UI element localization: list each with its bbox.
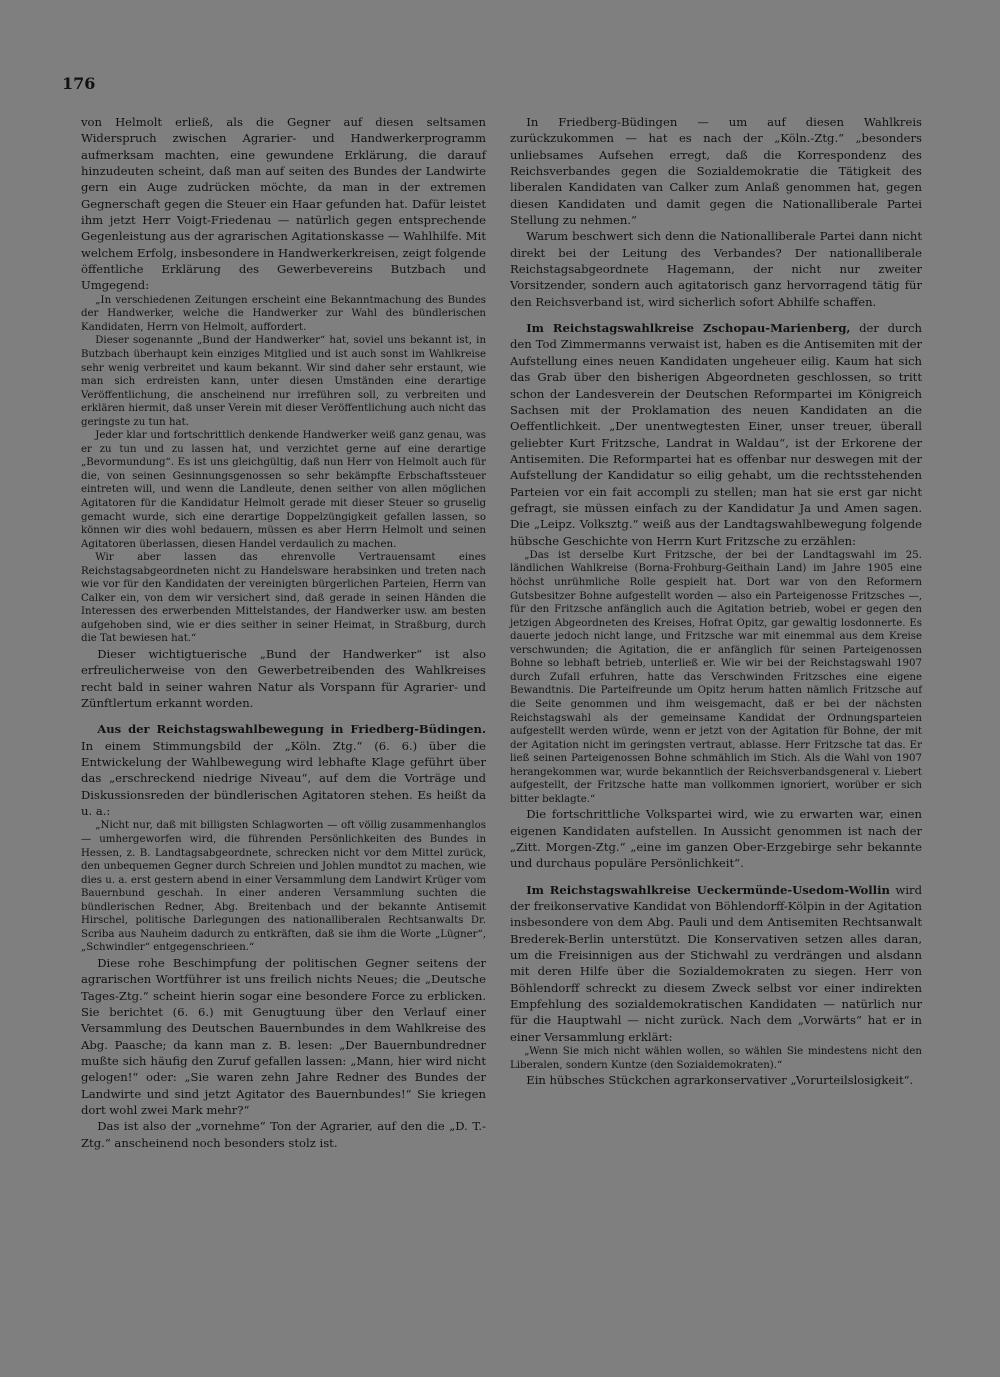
section-paragraph: [510, 320, 922, 549]
section-paragraph: [81, 721, 486, 819]
right-column: [510, 114, 922, 1089]
left-column: [81, 114, 486, 1151]
section-heading: Im Reichstagswahlkreise Ueckermünde-Usedom-Wollin: [526, 882, 890, 897]
section-paragraph: [510, 882, 922, 1045]
page-number: 176: [62, 74, 96, 93]
quote-paragraph: „Wenn Sie mich nicht wählen wollen, so wählen Sie mindestens nicht den Liberalen, sondern Kuntze (den Sozialdemokraten).“: [510, 1046, 922, 1071]
paragraph: Diese rohe Beschimpfung der politischen Gegner seitens der agrarischen Wortführer ist uns freilich nichts Neues; die „Deutsche Tages-Ztg.“ scheint hierin sogar eine besondere Force zu erblicken. Sie berichtet (6. 6.) mit Genugtuung über den Verlauf einer Versammlung des Deutschen Bauernbundes in dem Wahlkreise des Abg. Paasche; da kann man z. B. lesen: „Der Bauernbundredner mußte sich häufig den Zuruf gefallen lassen: „Mann, hier wird nicht gelogen!“ oder: „Sie waren zehn Jahre Redner des Bundes der Landwirte und sind jetzt Agitator des Bauernbundes!“ Sie kriegen dort wohl zwei Mark mehr?“: [81, 955, 486, 1117]
quote-paragraph: „Das ist derselbe Kurt Fritzsche, der bei der Landtagswahl im 25. ländlichen Wahlkreise (Borna-Frohburg-Geithain Land) im Jahre 1905 eine höchst unrühmliche Rolle gespielt hat. Dort war von den Reformern Gutsbesitzer Bohne aufgestellt worden — also ein Parteigenosse Fritzsches —, für den Fritzsche anfänglich auch die Agitation betrieb, wobei er gegen den jetzigen Abgeordneten des Kreises, Hofrat Opitz, gar gewaltig losdonnerte. Es dauerte jedoch nicht lange, und Fritzsche war mit einemmal aus dem Kreise verschwunden; die Agitation, die er anfänglich für seinen Parteigenossen Bohne so lebhaft betrieb, unterließ er. Wie wir bei der Reichstagswahl 1907 durch Zufall erfuhren, hatte das Verschwinden Fritzsches eine eigene Bewandtnis. Die Parteifreunde um Opitz herum hatten nämlich Fritzsche auf die Seite genommen und ihm weisgemacht, daß er bei der nächsten Reichstagswahl als der gemeinsame Kandidat der Ordnungsparteien aufgestellt werden würde, wenn er jetzt von der Agitation für Bohne, der mit der Agitation nicht im geringsten vertraut, ablasse. Herr Fritzsche tat das. Er ließ seinen Parteigenossen Bohne schmählich im Stich. Als die Wahl von 1907 herangekommen war, wurde bekanntlich der Reichsverbandsgeneral v. Liebert aufgestellt, der Fritzsche hatte man vollkommen ignoriert, worüber er sich bitter beklagte.“: [510, 549, 922, 805]
quote-paragraph: Wir aber lassen das ehrenvolle Vertrauensamt eines Reichstagsabgeordneten nicht zu Handelsware herabsinken und treten nach wie vor für den Kandidaten der vereinigten bürgerlichen Parteien, Herrn van Calker ein, von dem wir versichert sind, daß gerade in seinen Händen die Interessen des erwerbenden Mittelstandes, der Handwerker usw. am besten aufgehoben sind, wie er dies seither in seiner Heimat, in Straßburg, durch die Tat bewiesen hat.“: [81, 552, 486, 645]
quote-paragraph: „Nicht nur, daß mit billigsten Schlagworten — oft völlig zusammenhanglos — umhergeworfen wird, die führenden Persönlichkeiten des Bundes in Hessen, z. B. Landtagsabgeordnete, schrecken nicht vor dem Mittel zurück, den unbequemen Gegner durch Schreien und Johlen mundtot zu machen, wie dies u. a. erst gestern abend in einer Versammlung dem Landwirt Krüger vom Bauernbund geschah. In einer anderen Versammlung suchten die bündlerischen Redner, Abg. Breitenbach und der bekannte Antisemit Hirschel, politische Darlegungen des nationalliberalen Rechtsanwalts Dr. Scriba aus Nauheim dadurch zu entkräften, daß sie ihm die Worte „Lügner“, „Schwindler“ entgegenschrieen.“: [81, 820, 486, 954]
paragraph: Warum beschwert sich denn die Nationalliberale Partei dann nicht direkt bei der Leitung des Verbandes? Der nationalliberale Reichstagsabgeordnete Hagemann, der nicht nur zweiter Vorsitzender, sondern auch agitatorisch ganz hervorragend tätig für den Reichsverband ist, wird sicherlich sofort Abhilfe schaffen.: [510, 229, 922, 309]
paragraph: In Friedberg-Büdingen — um auf diesen Wahlkreis zurückzukommen — hat es nach der „Köln.-Ztg.“ „besonders unliebsames Aufsehen erregt, daß die Korrespondenz des Reichsverbandes gegen die Sozialdemokratie die Tätigkeit des liberalen Kandidaten van Calker zum Anlaß genommen hat, gegen diesen Kandidaten und damit gegen die Nationalliberale Partei Stellung zu nehmen.“: [510, 115, 922, 228]
section-heading: Im Reichstagswahlkreise Zschopau-Marienberg,: [526, 321, 851, 336]
section-heading: Aus der Reichstagswahlbewegung in Friedberg-Büdingen.: [97, 722, 486, 737]
paragraph: Dieser wichtigtuerische „Bund der Handwerker“ ist also erfreulicherweise von den Gewerbetreibenden des Wahlkreises recht bald in seiner wahren Natur als Vorspann für Agrarier- und Zünftlertum erkannt worden.: [81, 647, 486, 711]
quote-paragraph: „In verschiedenen Zeitungen erscheint eine Bekanntmachung des Bundes der Handwerker, welche die Handwerker zur Wahl des bündlerischen Kandidaten, Herrn von Helmolt, auffordert.: [81, 294, 486, 333]
paragraph: von Helmolt erließ, als die Gegner auf diesen seltsamen Widerspruch zwischen Agrarier- und Handwerkerprogramm aufmerksam machten, eine gewundene Erklärung, die darauf hinzudeuten scheint, daß man auf seiten des Bundes der Landwirte gern ein Auge zudrücken möchte, da man in der extremen Gegnerschaft gegen die Steuer ein Haar gefunden hat. Dafür leistet ihm jetzt Herr Voigt-Friedenau — natürlich gegen entsprechende Gegenleistung aus der agrarischen Agitationskasse — Wahlhilfe. Mit welchem Erfolg, insbesondere in Handwerkerkreisen, zeigt folgende öffentliche Erklärung des Gewerbevereins Butzbach und Umgegend:: [81, 115, 486, 293]
quote-paragraph: Dieser sogenannte „Bund der Handwerker“ hat, soviel uns bekannt ist, in Butzbach überhaupt kein einziges Mitglied und ist auch sonst im Wahlkreise sehr wenig verbreitet und kaum bekannt. Wir sind daher sehr erstaunt, wie man sich erdreisten kann, unter diesen Umständen eine derartige Veröffentlichung, die anscheinend nur irreführen soll, zu verbreiten und erklären hiermit, daß unser Verein mit dieser Veröffentlichung auch nicht das geringste zu tun hat.: [81, 335, 486, 428]
paragraph: Die fortschrittliche Volkspartei wird, wie zu erwarten war, einen eigenen Kandidaten aufstellen. In Aussicht genommen ist nach der „Zitt. Morgen-Ztg.“ „eine im ganzen Ober-Erzgebirge sehr bekannte und durchaus populäre Persönlichkeit“.: [510, 807, 922, 871]
quote-paragraph: Jeder klar und fortschrittlich denkende Handwerker weiß ganz genau, was er zu tun und zu lassen hat, und verzichtet gerne auf eine derartige „Bevormundung“. Es ist uns gleichgültig, daß nun Herr von Helmolt auch für die, von seinen Gesinnungsgenossen so sehr bekämpfte Erbschaftssteuer eintreten will, und wenn die Landleute, denen seither von allen möglichen Agitatoren für die Kandidatur Helmolt gerade mit dieser Steuer so gruselig gemacht wurde, sich eine derartige Doppelzüngigkeit gefallen lassen, so können wir dies wohl bedauern, müssen es aber Herrn Helmolt und seinen Agitatoren überlassen, diesen Handel verdaulich zu machen.: [81, 430, 486, 550]
section-text: In einem Stimmungsbild der „Köln. Ztg.“ (6. 6.) über die Entwickelung der Wahlbewegung wird lebhafte Klage geführt über das „erschreckend niedrige Niveau“, auf dem die Vorträge und Diskussionsreden der bündlerischen Agitatoren stehen. Es heißt da u. a.:: [81, 738, 486, 819]
section-text: wird der freikonservative Kandidat von Böhlendorff-Kölpin in der Agitation insbesondere von dem Abg. Pauli und dem Antisemiten Rechtsanwalt Brederek-Berlin unterstützt. Die Konservativen setzen alles daran, um die Freisinnigen aus der Stichwahl zu verdrängen und alsdann mit deren Hilfe über die Sozialdemokraten zu siegen. Herr von Böhlendorff schreckt zu diesem Zweck selbst vor einer indirekten Empfehlung des sozialdemokratischen Kandidaten — natürlich nur für die Hauptwahl — nicht zurück. Nach dem „Vorwärts“ hat er in einer Versammlung erklärt:: [510, 882, 922, 1044]
section-text: der durch den Tod Zimmermanns verwaist ist, haben es die Antisemiten mit der Aufstellung eines neuen Kandidaten ungeheuer eilig. Kaum hat sich das Grab über den bisherigen Abgeordneten geschlossen, so tritt schon der Landesverein der Deutschen Reformpartei im Königreich Sachsen mit der Proklamation des neuen Kandidaten an die Oeffentlichkeit. „Der unentwegtesten Einer, unser treuer, überall geliebter Kurt Fritzsche, Landrat in Waldau“, ist der Erkorene der Antisemiten. Die Reformpartei hat es offenbar nur deswegen mit der Aufstellung der Kandidatur so eilig gehabt, um die rechtsstehenden Parteien vor ein fait accompli zu stellen; man hat sie erst gar nicht gefragt, sie müssen einfach zu der Kandidatur Ja und Amen sagen. Die „Leipz. Volksztg.“ weiß aus der Landtagswahlbewegung folgende hübsche Geschichte von Herrn Kurt Fritzsche zu erzählen:: [510, 321, 922, 548]
paragraph: Das ist also der „vornehme“ Ton der Agrarier, auf den die „D. T.-Ztg.“ anscheinend noch besonders stolz ist.: [81, 1119, 486, 1150]
paragraph: Ein hübsches Stückchen agrarkonservativer „Vorurteilslosigkeit“.: [526, 1073, 914, 1088]
